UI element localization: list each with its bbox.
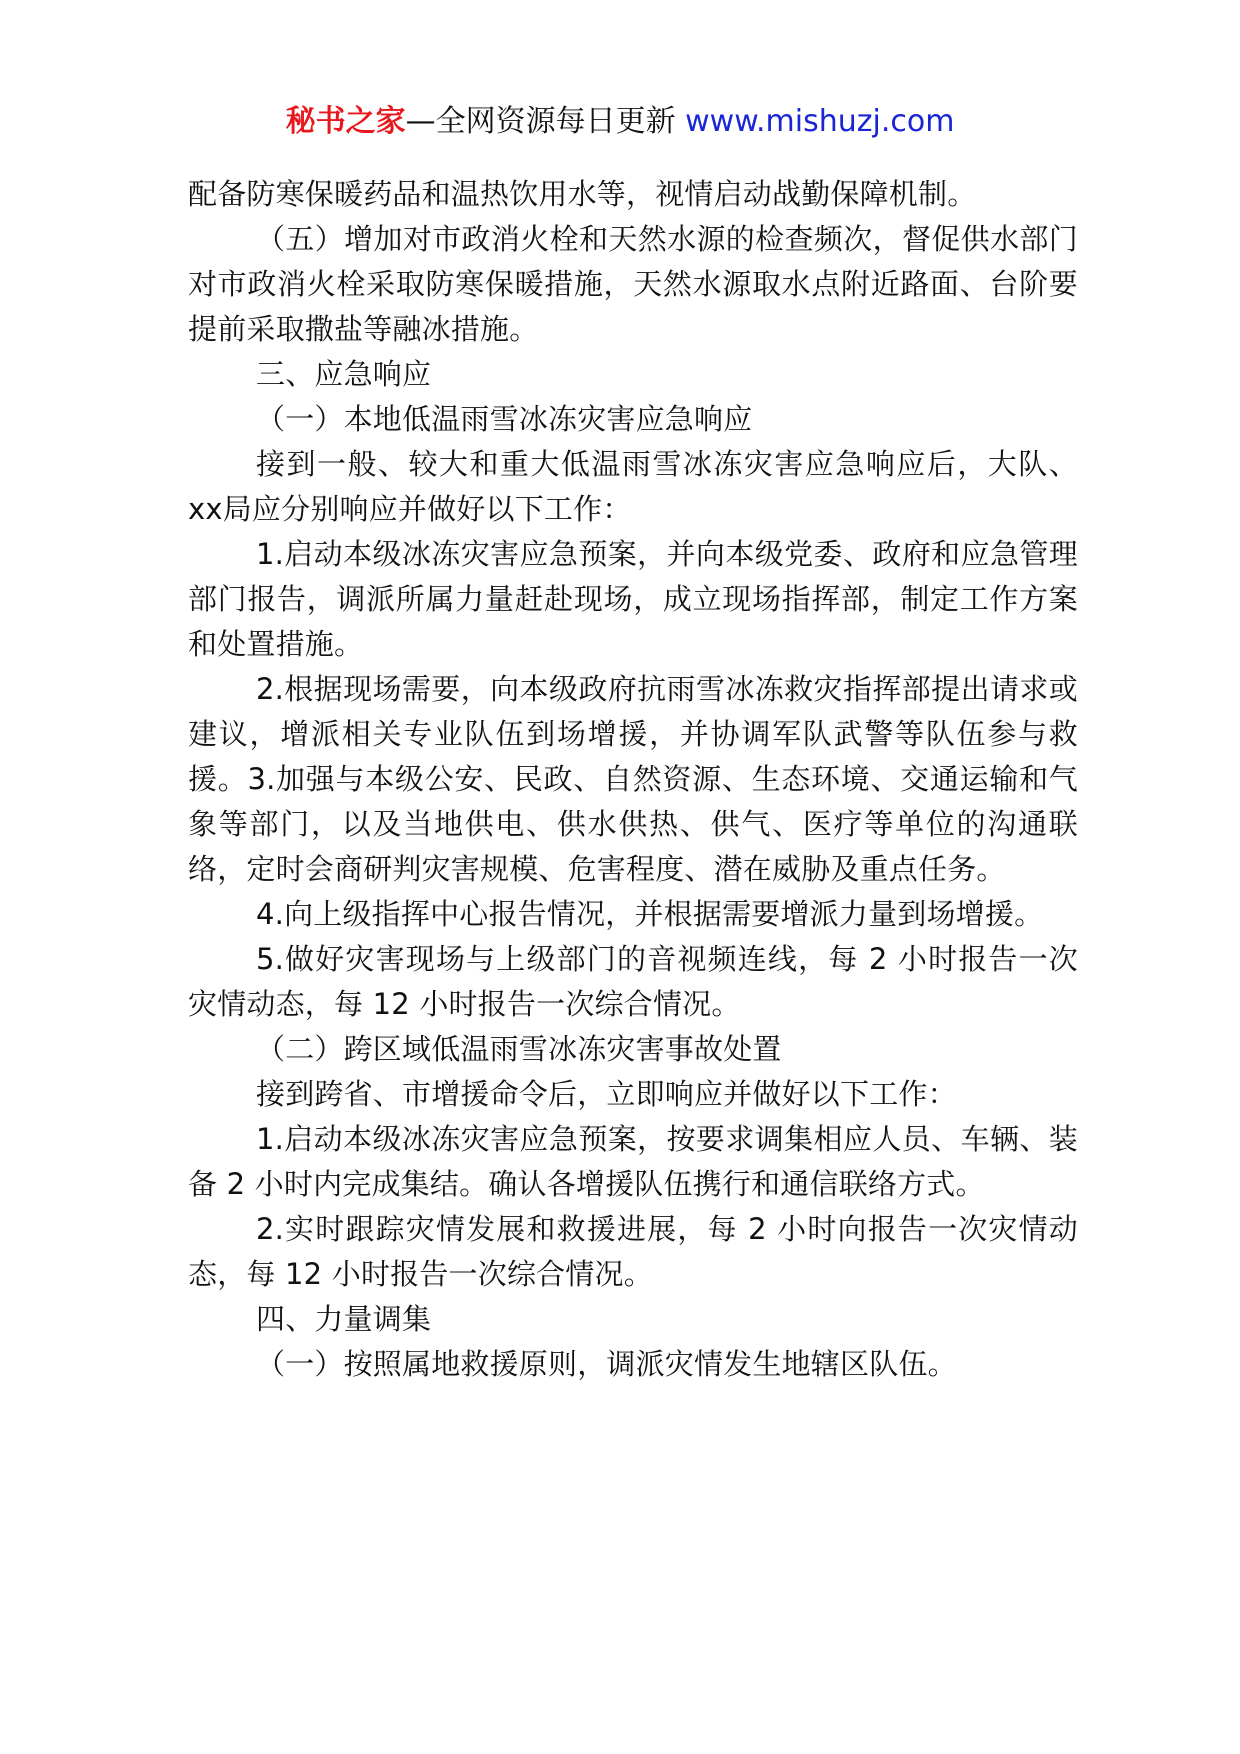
section-heading: 四、力量调集 (256, 1302, 432, 1336)
paragraph: （五）增加对市政消火栓和天然水源的检查频次，督促供水部门对市政消火栓采取防寒保暖措施，天然水源取水点附近路面、台阶要提前采取撒盐等融冰措施。 (188, 222, 1078, 346)
site-url[interactable]: www.mishuzj.com (685, 104, 955, 139)
site-tagline: —全网资源每日更新 (405, 104, 686, 139)
list-item: 2.实时跟踪灾情发展和救援进展，每 2 小时向报告一次灾情动态，每 12 小时报告一次综合情况。 (188, 1212, 1078, 1291)
subsection-heading: （一）按照属地救援原则，调派灾情发生地辖区队伍。 (256, 1347, 957, 1381)
paragraph: 接到一般、较大和重大低温雨雪冰冻灾害应急响应后，大队、xx局应分别响应并做好以下工作： (188, 447, 1078, 526)
list-item: 1.启动本级冰冻灾害应急预案，并向本级党委、政府和应急管理部门报告，调派所属力量赶赴现场，成立现场指挥部，制定工作方案和处置措施。 (188, 537, 1078, 661)
subsection-heading: （一）本地低温雨雪冰冻灾害应急响应 (256, 402, 753, 436)
list-item: 4.向上级指挥中心报告情况，并根据需要增派力量到场增援。 (256, 897, 1044, 931)
site-header (0, 102, 1240, 142)
list-item: 1.启动本级冰冻灾害应急预案，按要求调集相应人员、车辆、装备 2 小时内完成集结。确认各增援队伍携行和通信联络方式。 (188, 1122, 1078, 1201)
list-item: 5.做好灾害现场与上级部门的音视频连线，每 2 小时报告一次灾情动态，每 12 小时报告一次综合情况。 (188, 942, 1078, 1021)
paragraph: 接到跨省、市增援命令后，立即响应并做好以下工作： (256, 1077, 957, 1111)
subsection-heading: （二）跨区域低温雨雪冰冻灾害事故处置 (256, 1032, 782, 1066)
site-brand: 秘书之家 (285, 104, 406, 139)
document-body (188, 172, 1078, 1387)
list-item: 2.根据现场需要，向本级政府抗雨雪冰冻救灾指挥部提出请求或建议，增派相关专业队伍到场增援，并协调军队武警等队伍参与救援。3.加强与本级公安、民政、自然资源、生态环境、交通运输和气象等部门，以及当地供电、供水供热、供气、医疗等单位的沟通联络，定时会商研判灾害规模、危害程度、潜在威胁及重点任务。 (188, 672, 1078, 886)
paragraph-continued: 配备防寒保暖药品和温热饮用水等，视情启动战勤保障机制。 (188, 177, 977, 211)
section-heading: 三、应急响应 (256, 357, 432, 391)
